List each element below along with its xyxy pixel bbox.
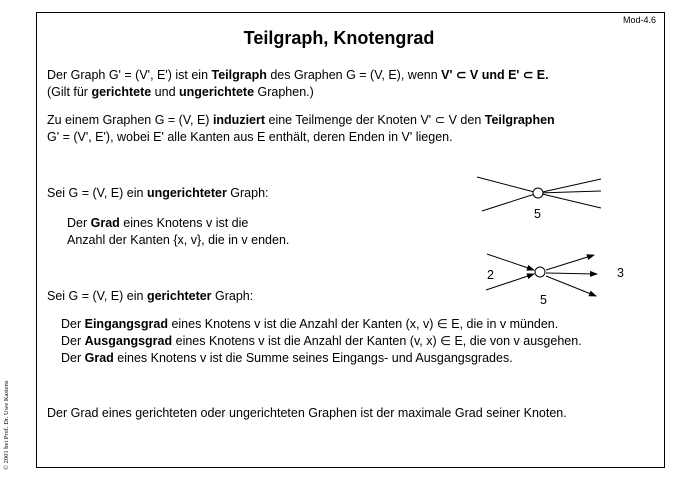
incoming-edge xyxy=(487,254,534,270)
directed-degree-diagram xyxy=(486,254,624,307)
page-title: Teilgraph, Knotengrad xyxy=(243,28,435,48)
induced-line-2: G' = (V', E'), wobei E' alle Kanten aus E enthält, deren Enden in V' liegen. xyxy=(47,130,453,144)
undirected-node xyxy=(533,188,543,198)
induced-line-1: Zu einem Graphen G = (V, E) induziert eine Teilmenge der Knoten V' ⊂ V den Teilgraphen xyxy=(47,113,555,127)
outgoing-edge xyxy=(546,276,596,296)
teilgraph-line-1: Der Graph G' = (V', E') ist ein Teilgraph des Graphen G = (V, E), wenn V' ⊂ V und E' ⊂ E. xyxy=(47,68,549,82)
undirected-edge xyxy=(482,193,538,211)
undirected-intro: Sei G = (V, E) ein ungerichteter Graph: xyxy=(47,186,269,200)
degree-sum-line: Der Grad eines Knotens v ist die Summe seines Eingangs- und Ausgangsgrades. xyxy=(61,351,513,365)
out-degree-line: Der Ausgangsgrad eines Knotens v ist die Anzahl der Kanten (v, x) ∈ E, die von v ausgehen. xyxy=(61,334,582,348)
teilgraph-line-2: (Gilt für gerichtete und ungerichtete Graphen.) xyxy=(47,85,314,99)
undirected-degree-label: 5 xyxy=(534,207,541,221)
undirected-degree-definition: Der Grad eines Knotens v ist die Anzahl der Kanten {x, v}, die in v enden. xyxy=(67,216,290,247)
directed-node xyxy=(535,267,545,277)
undirected-edge xyxy=(477,177,538,193)
module-id: Mod-4.6 xyxy=(622,15,656,25)
outgoing-edge xyxy=(546,255,594,270)
out-degree-label: 3 xyxy=(617,266,624,280)
outgoing-edge xyxy=(546,273,597,274)
undirected-degree-diagram xyxy=(477,177,601,221)
copyright-note: © 2001 bei Prof. Dr. Uwe Kastens xyxy=(3,380,10,470)
in-degree-label: 2 xyxy=(487,268,494,282)
directed-degree-label: 5 xyxy=(540,293,547,307)
undirected-edge xyxy=(538,193,601,208)
graph-degree-conclusion: Der Grad eines gerichteten oder ungerichteten Graphen ist der maximale Grad seiner Knoten. xyxy=(47,406,567,420)
directed-intro: Sei G = (V, E) ein gerichteter Graph: xyxy=(47,289,254,303)
in-degree-line: Der Eingangsgrad eines Knotens v ist die Anzahl der Kanten (x, v) ∈ E, die in v münden. xyxy=(61,317,559,331)
